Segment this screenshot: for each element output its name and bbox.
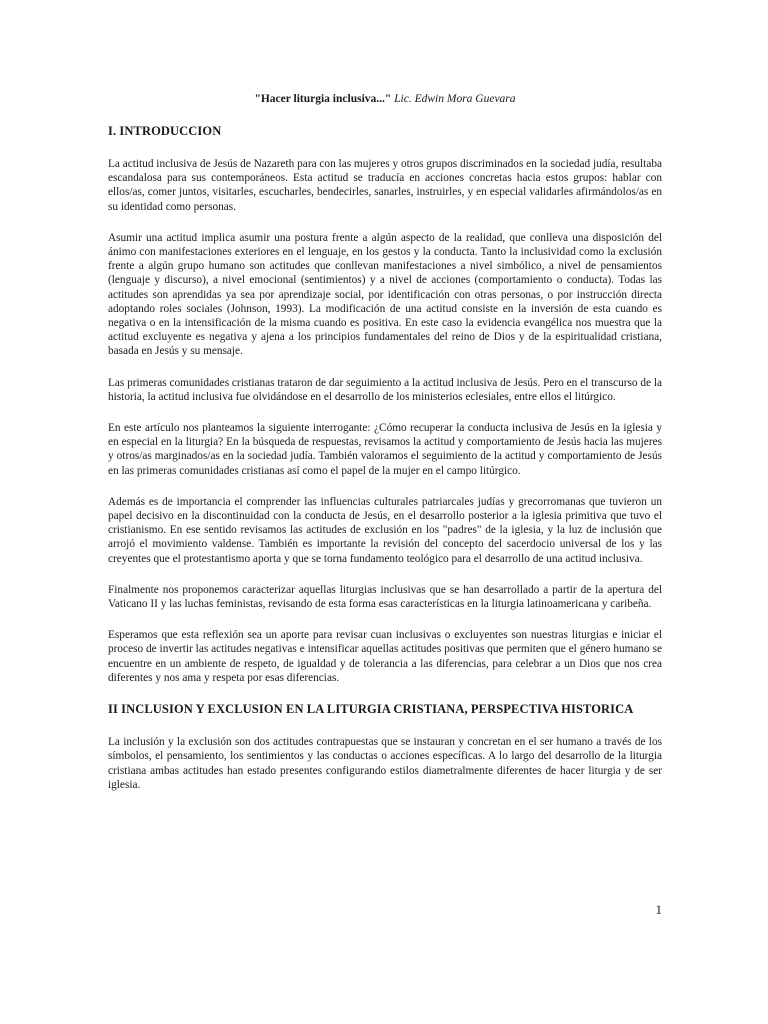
section-heading-inclusion-exclusion: II INCLUSION Y EXCLUSION EN LA LITURGIA CRISTIANA, PERSPECTIVA HISTORICA <box>108 702 634 717</box>
page-number: 1 <box>655 902 662 917</box>
document-author: Lic. Edwin Mora Guevara <box>394 93 516 105</box>
paragraph: La inclusión y la exclusión son dos actitudes contrapuestas que se instauran y concretan en el ser humano a través de los símbolos, el pensamiento, los sentimientos y las conductas o acciones específicas. A lo largo del desarrollo de la liturgia cristiana ambas actitudes han estado presentes configurando estilos diametralmente diferentes de hacer liturgia y de ser iglesia. <box>108 736 662 791</box>
paragraph: En este artículo nos planteamos la siguiente interrogante: ¿Cómo recuperar la conducta inclusiva de Jesús en la iglesia y en especial en la liturgia? En la búsqueda de respuestas, revisamos la actitud y comportamiento de Jesús hacia las mujeres y otros/as marginados/as en la sociedad judía. También valoramos el seguimiento de la actitud y comportamiento de Jesús en las primeras comunidades cristianas así como el papel de la mujer en el campo litúrgico. <box>108 422 662 477</box>
section-heading-introduccion: I. INTRODUCCION <box>108 124 222 138</box>
paragraph: Asumir una actitud implica asumir una postura frente a algún aspecto de la realidad, que conlleva una disposición del ánimo con manifestaciones exteriores en el lenguaje, en los gestos y la conducta. Tanto la inclusividad como la exclusión frente a algún grupo humano son actitudes que conllevan manifestaciones a nivel simbólico, a nivel de pensamientos (lenguaje y discurso), a nivel emocional (sentimientos) y a nivel de acciones (comportamiento o conducta). Todas las actitudes son aprendidas ya sea por aprendizaje social, por identificación con otras personas, o por instrucción directa adoptando roles sociales (Johnson, 1993). La modificación de una actitud consiste en la inversión de esta cuando es negativa o en la intensificación de la misma cuando es positiva. En este caso la evidencia evangélica nos muestra que la actitud excluyente es negativa y ajena a los principios fundamentales del reino de Dios y de la espiritualidad cristiana, basada en Jesús y su mensaje. <box>108 231 662 358</box>
paragraph: La actitud inclusiva de Jesús de Nazareth para con las mujeres y otros grupos discriminados en la sociedad judía, resultaba escandalosa para sus contemporáneos. Esta actitud se traducía en acciones concretas hacia estos grupos: hablar con ellos/as, comer juntos, visitarles, escucharles, bendecirles, sanarles, instruirles, y en especial validarles afirmándolos/as en su identidad como personas. <box>108 158 662 213</box>
document-page <box>108 92 662 809</box>
paragraph: Las primeras comunidades cristianas trataron de dar seguimiento a la actitud inclusiva de Jesús. Pero en el transcurso de la historia, la actitud inclusiva fue olvidándose en el desarrollo de los ministerios eclesiales, entre ellos el litúrgico. <box>108 376 662 403</box>
document-header <box>108 92 662 106</box>
document-title: "Hacer liturgia inclusiva..." <box>254 93 392 105</box>
paragraph: Además es de importancia el comprender las influencias culturales patriarcales judías y grecorromanas que tuvieron un papel decisivo en la discontinuidad con la conducta de Jesús, en el desarrollo posterior a la iglesia primitiva que tuvo el cristianismo. En ese sentido revisamos las actitudes de exclusión en los "padres" de la iglesia, y la luz de inclusión que arrojó el movimiento valdense. También es importante la revisión del concepto del sacerdocio universal de los y las creyentes que el protestantismo aporta y que se torna fundamento teológico para el desarrollo de una actitud inclusiva. <box>108 495 662 565</box>
paragraph: Finalmente nos proponemos caracterizar aquellas liturgias inclusivas que se han desarrollado a partir de la apertura del Vaticano II y las luchas feministas, revisando de esta forma esas características en la liturgia latinoamericana y caribeña. <box>108 583 662 611</box>
paragraph: Esperamos que esta reflexión sea un aporte para revisar cuan inclusivas o excluyentes son nuestras liturgias e iniciar el proceso de invertir las actitudes negativas e intensificar aquellas actitudes positivas que permiten que el género humano se encuentre en un ambiente de respeto, de igualdad y de tolerancia a las diferencias, para celebrar a un Dios que nos crea diferentes y nos ama y respeta por esas diferencias. <box>108 629 662 684</box>
